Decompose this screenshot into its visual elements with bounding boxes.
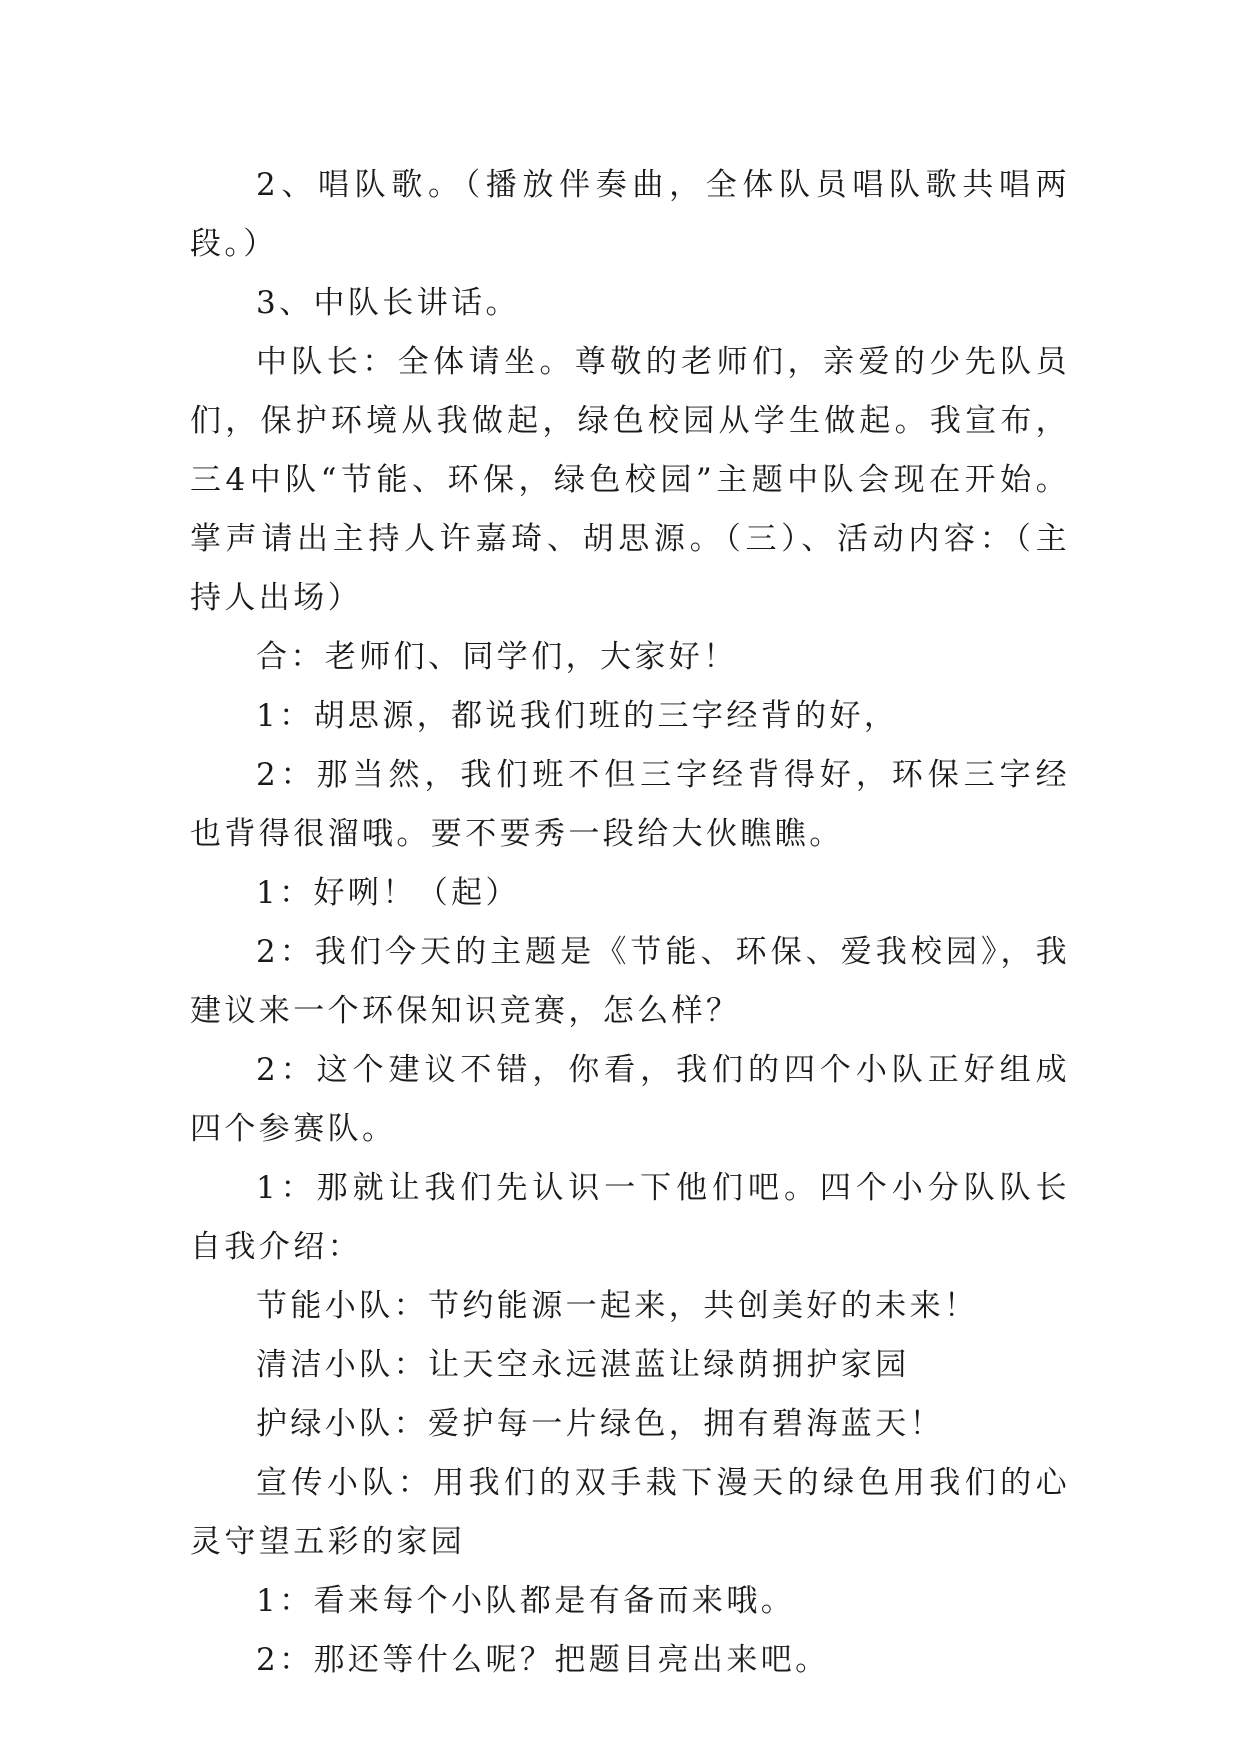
paragraph: 2：那还等什么呢？把题目亮出来吧。 bbox=[256, 1642, 830, 1678]
paragraph: 2、唱队歌。（播放伴奏曲，全体队员唱队歌共唱两段。） bbox=[190, 167, 1070, 262]
paragraph: 1：胡思源，都说我们班的三字经背的好， bbox=[256, 698, 899, 734]
paragraph: 1：好咧！（起） bbox=[256, 875, 520, 911]
paragraph: 清洁小队：让天空永远湛蓝让绿荫拥护家园 bbox=[256, 1347, 910, 1383]
paragraph: 中队长：全体请坐。尊敬的老师们，亲爱的少先队员们，保护环境从我做起，绿色校园从学生做起。我宣布，三4中队“节能、环保，绿色校园”主题中队会现在开始。掌声请出主持人许嘉琦、胡思源。（三）、活动内容：（主持人出场） bbox=[190, 344, 1070, 616]
paragraph: 2：我们今天的主题是《节能、环保、爱我校园》，我建议来一个环保知识竞赛，怎么样？ bbox=[190, 934, 1070, 1029]
paragraph: 2：这个建议不错，你看，我们的四个小队正好组成四个参赛队。 bbox=[190, 1052, 1070, 1147]
paragraph: 节能小队：节约能源一起来，共创美好的未来！ bbox=[256, 1288, 979, 1324]
paragraph: 护绿小队：爱护每一片绿色，拥有碧海蓝天！ bbox=[256, 1406, 944, 1442]
paragraph: 3、中队长讲话。 bbox=[256, 285, 520, 321]
paragraph: 1：那就让我们先认识一下他们吧。四个小分队队长自我介绍： bbox=[190, 1170, 1070, 1265]
paragraph: 宣传小队：用我们的双手栽下漫天的绿色用我们的心灵守望五彩的家园 bbox=[190, 1465, 1070, 1560]
paragraph: 1：看来每个小队都是有备而来哦。 bbox=[256, 1583, 796, 1619]
paragraph: 合：老师们、同学们，大家好！ bbox=[256, 639, 738, 675]
paragraph: 2：那当然，我们班不但三字经背得好，环保三字经也背得很溜哦。要不要秀一段给大伙瞧瞧。 bbox=[190, 757, 1070, 852]
document-body bbox=[190, 156, 1070, 1690]
